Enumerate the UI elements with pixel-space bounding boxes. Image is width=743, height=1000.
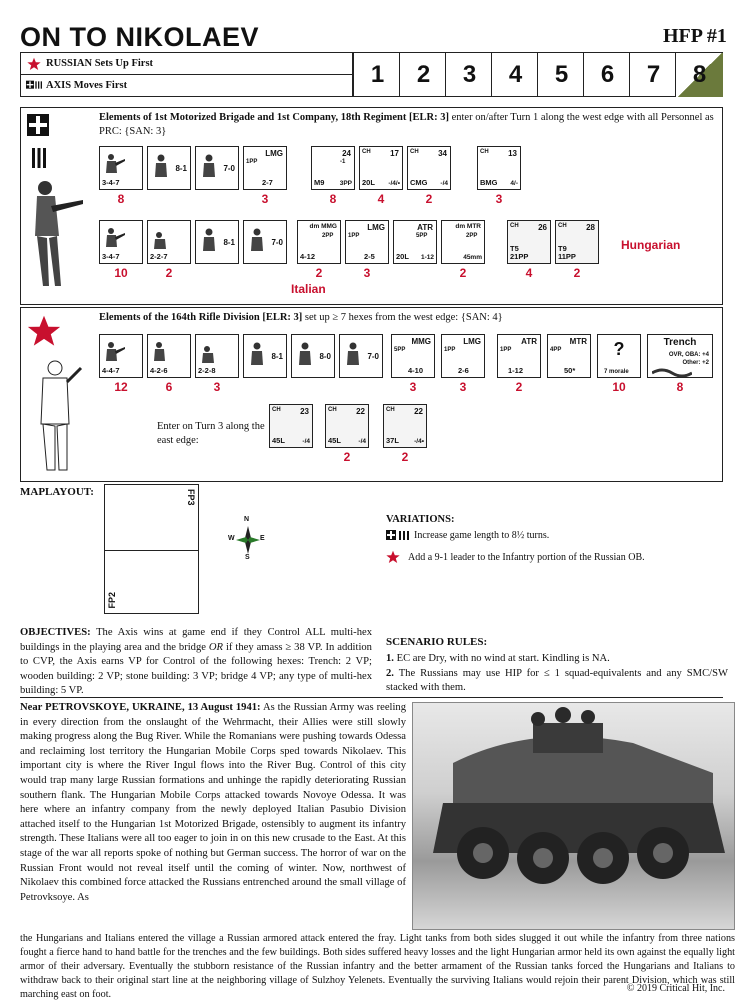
qty-russian-atr: 2: [515, 380, 523, 394]
counter-italian-leader-81: 8-1: [195, 220, 239, 264]
compass-rose-icon: N S E W: [228, 516, 265, 561]
qty-trench: 8: [676, 380, 684, 394]
scenario-title: ON TO NIKOLAEV: [20, 22, 260, 52]
trench-graphic: [652, 365, 692, 377]
objectives-section: OBJECTIVES: The Axis wins at game end if they Control ALL multi-hex buildings in the playing area and the bridge OR if they amass ≥ 38 VP. In addition to CVP, the Axis earns VP for Control of the following hexes: Trench: 2 VP; wooden building: 2 VP; stone building: 3 VP; bridge 4 VP; any type of multi-hex building: 5 VP.: [20, 627, 372, 697]
russian-order-of-battle: [20, 307, 723, 482]
qty-italian-squad: 10: [114, 266, 128, 280]
counter-russian-lmg: LMG 1PP 2-6: [441, 334, 485, 378]
qty-dummy: 10: [612, 380, 626, 394]
counter-russian-tank-45l-a: CH 23 45L -/4: [269, 404, 313, 448]
russian-variation-star-icon: [386, 550, 400, 564]
turn-6: 6: [583, 53, 631, 97]
axis-ob-title: Elements of 1st Motorized Brigade and 1st Company, 18th Regiment [ELR: 3] enter on/after Turn 1 along the west edge with all Personnel as PRC: {SAN: 3}: [99, 112, 714, 137]
counter-dm-mmg: dm MMG 2PP 4-12: [297, 220, 341, 264]
axis-moves-text: AXIS Moves First: [46, 80, 128, 91]
qty-dm-mmg: 2: [315, 266, 323, 280]
counter-italian-leader-70: 7-0: [243, 220, 287, 264]
counter-dummy-concealment: ? 7 morale: [597, 334, 641, 378]
russian-star-icon: [27, 314, 61, 348]
qty-tank-t5: 4: [525, 266, 533, 280]
counter-russian-atr: ATR 1PP 1-12: [497, 334, 541, 378]
counter-italian-crew-227: 2-2-7: [147, 220, 191, 264]
qty-tank-t9: 2: [573, 266, 581, 280]
copyright: © 2019 Critical Hit, Inc.: [626, 983, 725, 994]
qty-russian-tank-45l: 2: [343, 450, 351, 464]
counter-russian-tank-45l-b: CH 22 45L -/4: [325, 404, 369, 448]
qty-dm-mortar: 2: [459, 266, 467, 280]
russian-soldier-illustration: [29, 358, 85, 476]
qty-russian-mmg: 3: [409, 380, 417, 394]
qty-italian-lmg: 3: [363, 266, 371, 280]
turn-5: 5: [537, 53, 585, 97]
scenario-id: HFP #1: [663, 25, 727, 47]
counter-russian-leader-70: 7-0: [339, 334, 383, 378]
turn-2: 2: [399, 53, 447, 97]
variation-axis-text: Increase game length to 8½ turns.: [414, 530, 550, 541]
turn-3: 3: [445, 53, 493, 97]
reinforcement-text: Enter on Turn 3 along the east edge:: [157, 421, 265, 447]
counter-tank-bmg: CH 13 BMG 4/-: [477, 146, 521, 190]
italian-label: Italian: [291, 282, 326, 296]
russian-ob-title: Elements of the 164th Rifle Division [ELR: 3] set up ≥ 7 hexes from the west edge: {SAN: 4}: [99, 312, 503, 323]
rule-2: 2. The Russians may use HIP for ≤ 1 squad-equivalents and any SMC/SW stacked with them.: [386, 667, 728, 694]
board-fp2: FP2: [107, 592, 117, 609]
counter-russian-crew-228: 2-2-8: [195, 334, 239, 378]
board-fp3: FP3: [186, 489, 196, 506]
counter-italian-lmg: LMG 1PP 2-5: [345, 220, 389, 264]
variation-russian-text: Add a 9-1 leader to the Infantry portion of the Russian OB.: [408, 552, 645, 563]
variations-title: VARIATIONS:: [386, 514, 455, 525]
rule-1: 1. EC are Dry, with no wind at start. Kindling is NA.: [386, 653, 610, 664]
counter-m9-vehicle: 24 -1 M9 3PP: [311, 146, 355, 190]
russian-setup-text: RUSSIAN Sets Up First: [21, 53, 353, 75]
counter-russian-mortar: MTR 4PP 50*: [547, 334, 591, 378]
counter-leader-81: 8-1: [147, 146, 191, 190]
counter-hungarian-squad-347: 3-4-7: [99, 146, 143, 190]
qty-russian-tank-37l: 2: [401, 450, 409, 464]
qty-tank-20l: 4: [377, 192, 385, 206]
counter-dm-mortar: dm MTR 2PP 45mm: [441, 220, 485, 264]
qty-tank-bmg: 3: [495, 192, 503, 206]
turn-record-track: [20, 52, 723, 97]
qty-russian-lmg: 3: [459, 380, 467, 394]
turn-1: 1: [353, 53, 401, 97]
axis-variation-icon: [386, 530, 410, 542]
counter-russian-squad-426: 4-2-6: [147, 334, 191, 378]
axis-soldier-illustration: [25, 176, 85, 296]
setup-order: [21, 53, 353, 97]
counter-russian-leader-80: 8-0: [291, 334, 335, 378]
hungarian-label: Hungarian: [621, 238, 681, 252]
scenario-rules-list: [386, 652, 728, 696]
turn-8-game-end: 8: [675, 53, 723, 97]
counter-tank-20l: CH 17 20L -/4/•: [359, 146, 403, 190]
map-layout-diagram: [104, 484, 199, 614]
qty-russian-crew: 3: [213, 380, 221, 394]
counter-tank-t9: CH 28 T9 11PP: [555, 220, 599, 264]
turn-4: 4: [491, 53, 539, 97]
map-layout-label: MAPLAYOUT:: [20, 486, 94, 498]
qty-russian-squad-447: 12: [114, 380, 128, 394]
counter-italian-squad-347: 3-4-7: [99, 220, 143, 264]
section-divider: [20, 697, 723, 698]
counter-tank-t5: CH 26 T5 21PP: [507, 220, 551, 264]
qty-lmg: 3: [261, 192, 269, 206]
historical-background: Near PETROVSKOYE, UKRAINE, 13 August 1941: As the Russian Army was reeling in every direction from the onslaught of the Wehrmacht, their Allies were still slowly making progress along the Bug River. While the Romanians were pushing towards Odessa and reclaiming lost territory the Hungarian Mobile Corps sped towards Nikolaev. This important city is where the River Ingul flows into the River Bug. Control of this city would trap many large Russian formations and unhinge the rapidly deteriorating Russian southern flank. The Hungarian Mobile Corps attacked towards Novoye Odessa. It was here where an infantry company from the newly deployed Italian Pasubio Division attached itself to the Hungarian 1st Motorized Brigade, ostensibly to augment its infantry strength. These Italians were all too eager to join in on this new crusade to the East. At this stage of the war all reports spoke of nothing but German success. The horror of war on the Russian Front would not reveal itself until the coming of winter. Now, northwest of Nikolaev this combined force attacked the Russians entrenched around the small village of Petrovksoye. As: [20, 702, 406, 903]
counter-russian-mmg: MMG 5PP 4-10: [391, 334, 435, 378]
counter-leader-70: 7-0: [195, 146, 239, 190]
counter-russian-squad-447: 4-4-7: [99, 334, 143, 378]
hungarian-unit-bars-icon: [31, 148, 47, 168]
turn-7: 7: [629, 53, 677, 97]
qty-italian-crew: 2: [165, 266, 173, 280]
counter-tank-cmg: CH 34 CMG -/4: [407, 146, 451, 190]
axis-cross-icon: [27, 114, 49, 136]
counter-russian-tank-37l: CH 22 37L -/4•: [383, 404, 427, 448]
qty-tank-cmg: 2: [425, 192, 433, 206]
qty-axis-squad: 8: [117, 192, 125, 206]
historical-background-continued: the Hungarians and Italians entered the village a Russian armored attack entered the fray. Light tanks from both sides slugged it out while the infantry from three nations fought a fierce hand to hand battle for the trenches and the few buildings. Both sides suffered heavy losses and the light Hungarian armor held its own against the equally light armor of their adversary. Eventually the stubborn resistance of the Russian infantry and the better armament of the Russian tanks forced the Hungarians and Italians to withdraw back to their original start line at the neighboring village of Sulzhoy Yelenets. Eventually the surviving Italians would rejoin their parent Division, which was still marching east on foot.: [20, 933, 735, 1000]
qty-russian-squad-426: 6: [165, 380, 173, 394]
counter-russian-leader-81: 8-1: [243, 334, 287, 378]
qty-m9: 8: [329, 192, 337, 206]
axis-order-of-battle: [20, 107, 723, 305]
counter-atr: ATR 5PP 20L 1-12: [393, 220, 437, 264]
scenario-rules-title: SCENARIO RULES:: [386, 636, 488, 648]
counter-lmg-27: LMG 1PP 2-7: [243, 146, 287, 190]
counter-trench: Trench OVR, OBA: +4 Other: +2: [647, 334, 713, 378]
historical-photo-tank: [412, 702, 735, 930]
